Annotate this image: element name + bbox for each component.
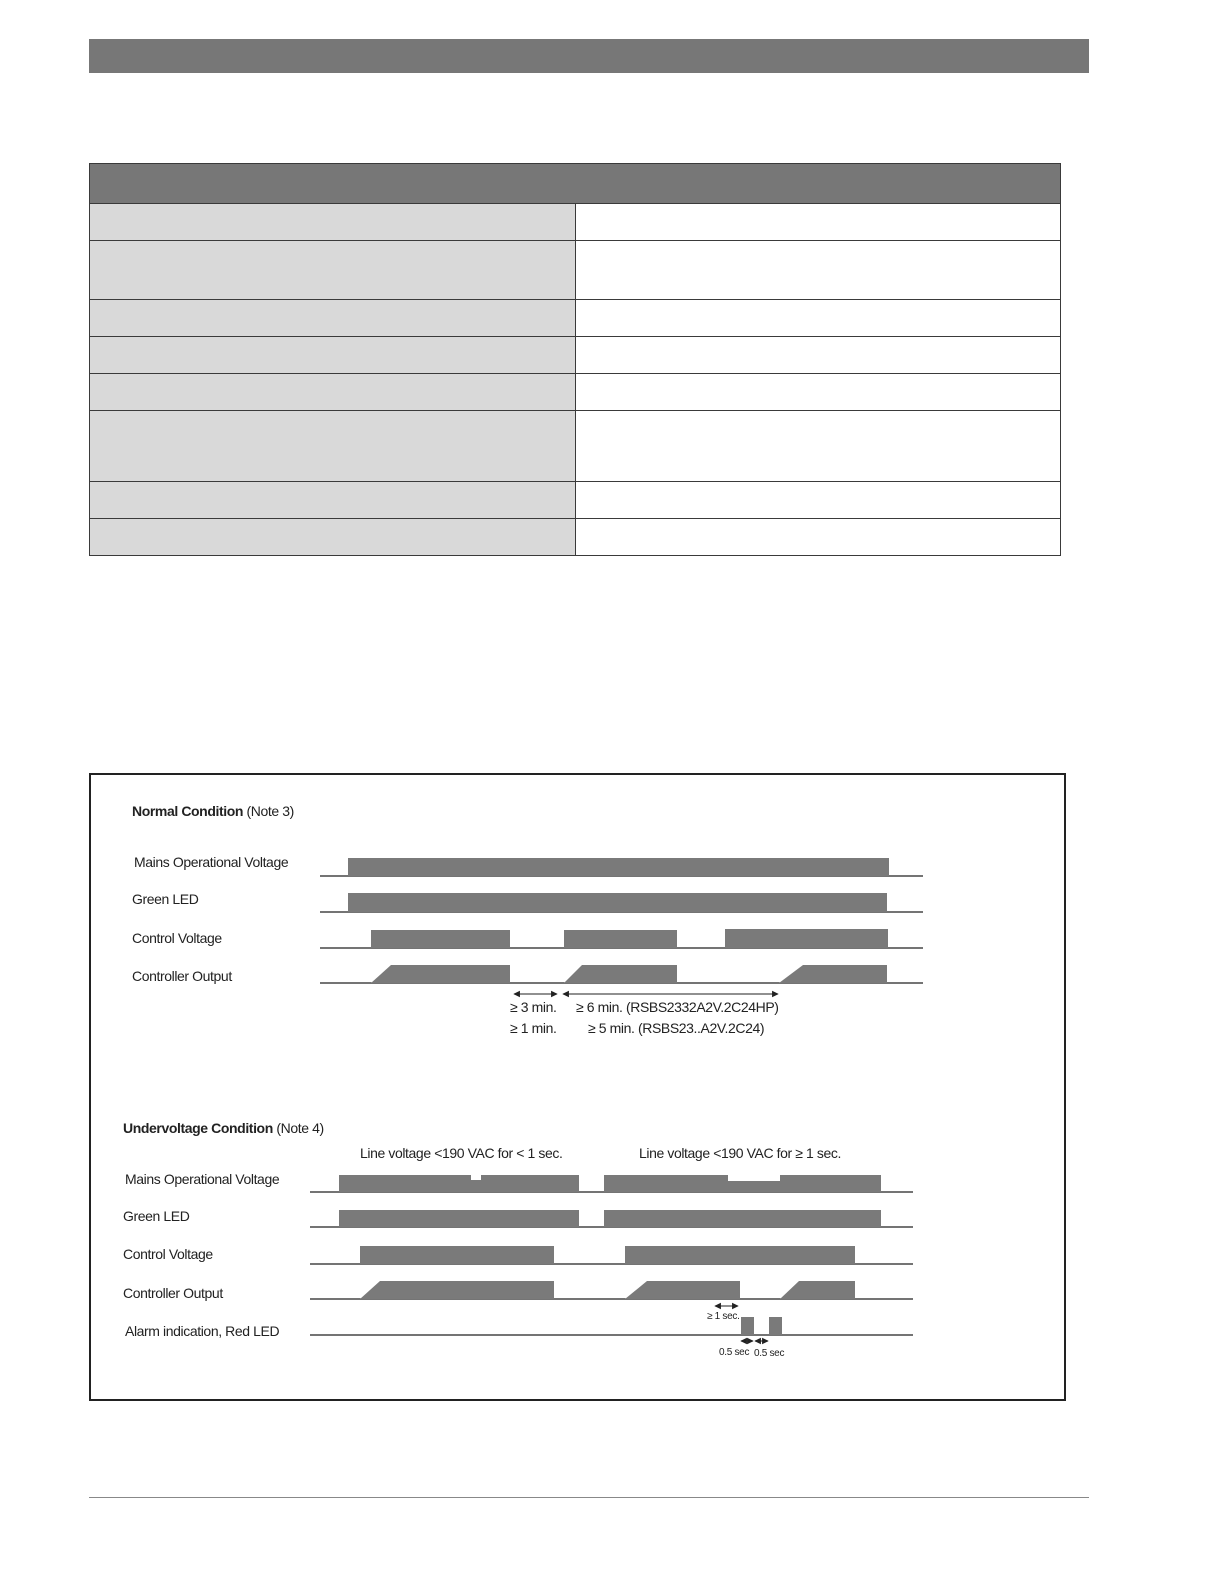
table-key-cell <box>90 482 576 519</box>
table-value-cell <box>575 300 1061 337</box>
table-value-cell <box>575 411 1061 482</box>
normal-note-6min: ≥ 6 min. (RSBS2332A2V.2C24HP) <box>576 999 779 1015</box>
red-led-blink <box>741 1317 754 1335</box>
table-row <box>90 374 1061 411</box>
green-led-pulse <box>604 1210 881 1227</box>
controller-output-ramp <box>564 965 677 983</box>
table-key-cell <box>90 241 576 300</box>
table-value-cell <box>575 241 1061 300</box>
normal-note-3min: ≥ 3 min. <box>510 999 557 1015</box>
normal-condition-title: Normal Condition (Note 3) <box>132 803 294 819</box>
red-led-blink <box>769 1317 782 1335</box>
table-value-cell <box>575 337 1061 374</box>
timing-diagram <box>89 773 1066 1401</box>
table-key-cell <box>90 300 576 337</box>
undervoltage-line-left: Line voltage <190 VAC for < 1 sec. <box>360 1145 563 1161</box>
controller-output-ramp <box>780 1281 855 1299</box>
mains-voltage-pulse-drop <box>604 1175 881 1192</box>
normal-label-mains: Mains Operational Voltage <box>134 854 289 870</box>
table-row <box>90 411 1061 482</box>
table-value-cell <box>575 519 1061 556</box>
normal-note-5min: ≥ 5 min. (RSBS23..A2V.2C24) <box>588 1020 765 1036</box>
table-value-cell <box>575 204 1061 241</box>
control-voltage-pulse <box>371 930 510 948</box>
spec-table <box>89 163 1061 556</box>
timing-diagram-svg <box>91 775 1068 1403</box>
footer-rule <box>89 1497 1089 1498</box>
controller-output-ramp <box>779 965 887 983</box>
under-label-mains: Mains Operational Voltage <box>125 1171 280 1187</box>
table-row <box>90 337 1061 374</box>
mains-voltage-pulse-dip <box>339 1175 579 1192</box>
under-note-half-sec: 0.5 sec <box>754 1348 785 1359</box>
table-value-cell <box>575 374 1061 411</box>
mains-voltage-pulse <box>348 858 889 876</box>
normal-label-controller-output: Controller Output <box>132 968 232 984</box>
controller-output-ramp <box>625 1281 740 1299</box>
control-voltage-pulse <box>725 929 888 948</box>
table-row <box>90 241 1061 300</box>
normal-note-1min: ≥ 1 min. <box>510 1020 557 1036</box>
table-header-cell <box>90 164 1061 204</box>
table-row <box>90 482 1061 519</box>
under-label-control-voltage: Control Voltage <box>123 1246 213 1262</box>
table-key-cell <box>90 411 576 482</box>
table-row <box>90 204 1061 241</box>
page-header-bar <box>89 39 1089 73</box>
control-voltage-pulse <box>564 930 677 948</box>
control-voltage-pulse <box>625 1246 855 1264</box>
normal-label-green-led: Green LED <box>132 891 199 907</box>
controller-output-ramp <box>360 1281 554 1299</box>
table-key-cell <box>90 374 576 411</box>
table-key-cell <box>90 519 576 556</box>
undervoltage-line-right: Line voltage <190 VAC for ≥ 1 sec. <box>639 1145 842 1161</box>
table-value-cell <box>575 482 1061 519</box>
green-led-pulse <box>339 1210 579 1227</box>
under-label-controller-output: Controller Output <box>123 1285 223 1301</box>
controller-output-ramp <box>371 965 510 983</box>
table-row <box>90 519 1061 556</box>
under-label-alarm: Alarm indication, Red LED <box>125 1323 280 1339</box>
under-label-green-led: Green LED <box>123 1208 190 1224</box>
table-key-cell <box>90 337 576 374</box>
table-header-row <box>90 164 1061 204</box>
control-voltage-pulse <box>360 1246 554 1264</box>
normal-label-control-voltage: Control Voltage <box>132 930 222 946</box>
table-key-cell <box>90 204 576 241</box>
undervoltage-condition-title: Undervoltage Condition (Note 4) <box>123 1120 324 1136</box>
green-led-pulse <box>348 893 887 912</box>
under-note-1sec: ≥ 1 sec. <box>707 1311 740 1322</box>
under-note-half-sec: 0.5 sec <box>719 1347 750 1358</box>
table-row <box>90 300 1061 337</box>
